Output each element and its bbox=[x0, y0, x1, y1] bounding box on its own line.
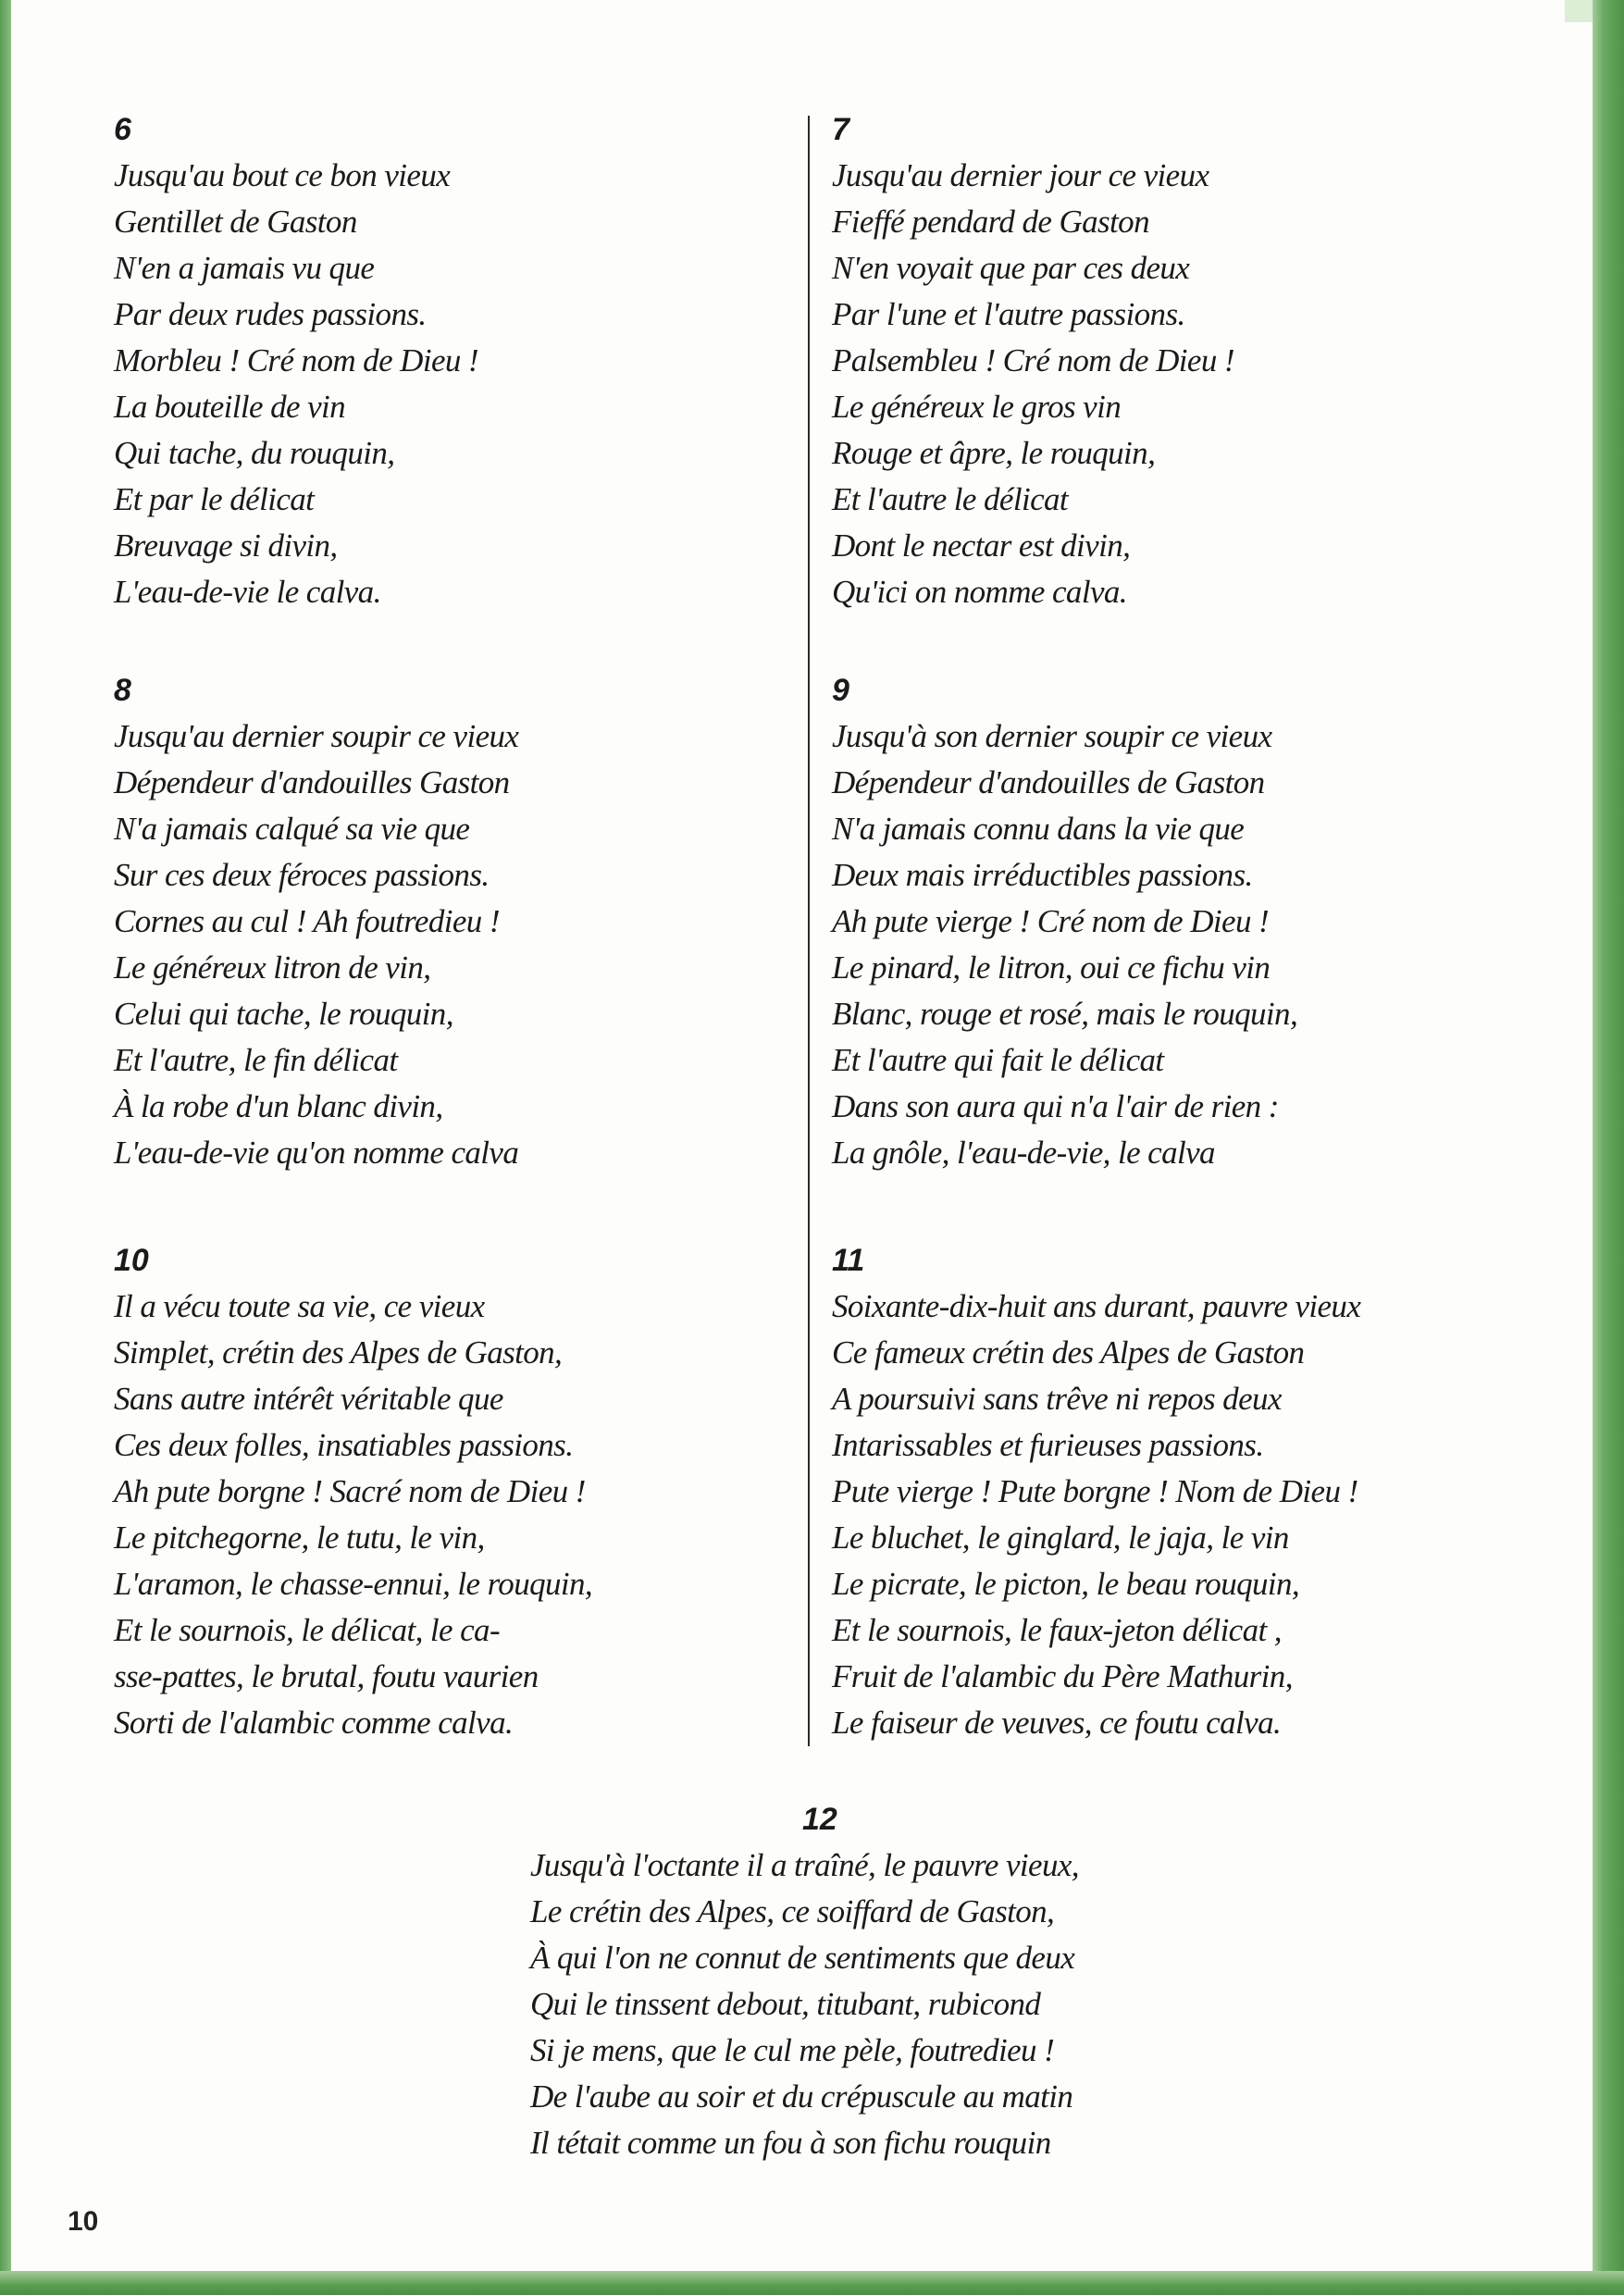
verse-line: Il a vécu toute sa vie, ce vieux bbox=[114, 1288, 485, 1324]
verse-line: La bouteille de vin bbox=[114, 389, 346, 425]
verse-line: La gnôle, l'eau-de-vie, le calva bbox=[832, 1135, 1215, 1171]
verse-line: L'aramon, le chasse-ennui, le rouquin, bbox=[114, 1566, 593, 1602]
verse-line: Sorti de l'alambic comme calva. bbox=[114, 1705, 514, 1741]
verse-line: Fieffé pendard de Gaston bbox=[832, 204, 1149, 240]
page-frame-bottom bbox=[0, 2271, 1624, 2295]
verse-line: Morbleu ! Cré nom de Dieu ! bbox=[114, 342, 478, 378]
stanza-number: 10 bbox=[114, 1243, 149, 1278]
stanza-11 bbox=[832, 1237, 1535, 1746]
stanza-number: 8 bbox=[114, 673, 131, 708]
verse-line: Qui le tinssent debout, titubant, rubicond bbox=[530, 1986, 1041, 2022]
verse-line: Ah pute vierge ! Cré nom de Dieu ! bbox=[832, 903, 1270, 939]
stanza-number: 9 bbox=[832, 673, 849, 708]
stanza-10 bbox=[114, 1237, 817, 1746]
verse-line: Le pinard, le litron, oui ce fichu vin bbox=[832, 949, 1271, 986]
verse-line: Gentillet de Gaston bbox=[114, 204, 357, 240]
verse-line: Rouge et âpre, le rouquin, bbox=[832, 435, 1156, 471]
stanza-7 bbox=[832, 106, 1535, 615]
verse-line: Simplet, crétin des Alpes de Gaston, bbox=[114, 1334, 563, 1371]
stanza-number: 11 bbox=[832, 1243, 865, 1278]
verse-line: Ces deux folles, insatiables passions. bbox=[114, 1427, 574, 1463]
verse-line: Celui qui tache, le rouquin, bbox=[114, 996, 453, 1032]
verse-line: Qu'ici on nomme calva. bbox=[832, 574, 1127, 610]
verse-line: Dépendeur d'andouilles de Gaston bbox=[832, 764, 1265, 800]
verse-line: Et le sournois, le faux-jeton délicat , bbox=[832, 1612, 1282, 1648]
verse-line: N'en voyait que par ces deux bbox=[832, 250, 1190, 286]
verse-line: N'en a jamais vu que bbox=[114, 250, 375, 286]
page-frame-left bbox=[0, 0, 11, 2295]
verse-line: Le pitchegorne, le tutu, le vin, bbox=[114, 1520, 485, 1556]
verse-line: Qui tache, du rouquin, bbox=[114, 435, 395, 471]
verse-line: Le bluchet, le ginglard, le jaja, le vin bbox=[832, 1520, 1289, 1556]
verse-line: Et l'autre le délicat bbox=[832, 481, 1069, 517]
verse-line: Si je mens, que le cul me pèle, foutredieu ! bbox=[530, 2032, 1055, 2068]
verse-line: Jusqu'à l'octante il a traîné, le pauvre vieux, bbox=[530, 1847, 1079, 1883]
stanza-12 bbox=[530, 1796, 1233, 2166]
verse-line: Et l'autre, le fin délicat bbox=[114, 1042, 398, 1078]
verse-line: Intarissables et furieuses passions. bbox=[832, 1427, 1264, 1463]
verse-line: Blanc, rouge et rosé, mais le rouquin, bbox=[832, 996, 1298, 1032]
verse-line: Cornes au cul ! Ah foutredieu ! bbox=[114, 903, 500, 939]
verse-line: Soixante-dix-huit ans durant, pauvre vieux bbox=[832, 1288, 1361, 1324]
verse-line: Et le sournois, le délicat, le ca- bbox=[114, 1612, 500, 1648]
verse-line: L'eau-de-vie le calva. bbox=[114, 574, 381, 610]
stanza-6 bbox=[114, 106, 817, 615]
verse-line: N'a jamais calqué sa vie que bbox=[114, 811, 470, 847]
page-frame-right bbox=[1593, 0, 1624, 2295]
verse-line: N'a jamais connu dans la vie que bbox=[832, 811, 1245, 847]
verse-line: À la robe d'un blanc divin, bbox=[114, 1088, 443, 1124]
verse-line: Jusqu'au dernier soupir ce vieux bbox=[114, 718, 519, 754]
verse-line: Deux mais irréductibles passions. bbox=[832, 857, 1253, 893]
verse-line: Et l'autre qui fait le délicat bbox=[832, 1042, 1164, 1078]
verse-line: Palsembleu ! Cré nom de Dieu ! bbox=[832, 342, 1234, 378]
verse-line: Dans son aura qui n'a l'air de rien : bbox=[832, 1088, 1279, 1124]
page-number: 10 bbox=[68, 2206, 99, 2237]
verse-line: A poursuivi sans trêve ni repos deux bbox=[832, 1381, 1282, 1417]
verse-line: Jusqu'au dernier jour ce vieux bbox=[832, 157, 1209, 193]
verse-line: Le crétin des Alpes, ce soiffard de Gaston, bbox=[530, 1893, 1055, 1929]
verse-line: Fruit de l'alambic du Père Mathurin, bbox=[832, 1658, 1293, 1694]
verse-line: Pute vierge ! Pute borgne ! Nom de Dieu ! bbox=[832, 1473, 1358, 1509]
verse-line: Par deux rudes passions. bbox=[114, 296, 427, 332]
verse-line: sse-pattes, le brutal, foutu vaurien bbox=[114, 1658, 539, 1694]
verse-line: Le généreux le gros vin bbox=[832, 389, 1122, 425]
stanza-9 bbox=[832, 667, 1535, 1176]
verse-line: Ce fameux crétin des Alpes de Gaston bbox=[832, 1334, 1305, 1371]
verse-line: Dont le nectar est divin, bbox=[832, 527, 1131, 564]
verse-line: Sur ces deux féroces passions. bbox=[114, 857, 490, 893]
verse-line: Ah pute borgne ! Sacré nom de Dieu ! bbox=[114, 1473, 586, 1509]
verse-line: Par l'une et l'autre passions. bbox=[832, 296, 1185, 332]
verse-line: Jusqu'au bout ce bon vieux bbox=[114, 157, 451, 193]
verse-line: Sans autre intérêt véritable que bbox=[114, 1381, 503, 1417]
verse-line: Le picrate, le picton, le beau rouquin, bbox=[832, 1566, 1300, 1602]
verse-line: L'eau-de-vie qu'on nomme calva bbox=[114, 1135, 519, 1171]
stanza-number: 6 bbox=[114, 112, 131, 147]
page-frame-corner bbox=[1565, 0, 1593, 22]
verse-line: Dépendeur d'andouilles Gaston bbox=[114, 764, 510, 800]
verse-line: Breuvage si divin, bbox=[114, 527, 338, 564]
verse-line: Le généreux litron de vin, bbox=[114, 949, 431, 986]
verse-line: À qui l'on ne connut de sentiments que deux bbox=[530, 1940, 1075, 1976]
verse-line: Et par le délicat bbox=[114, 481, 315, 517]
stanza-number: 12 bbox=[802, 1802, 837, 1837]
stanza-number: 7 bbox=[832, 112, 849, 147]
verse-line: De l'aube au soir et du crépuscule au matin bbox=[530, 2078, 1073, 2115]
verse-line: Il tétait comme un fou à son fichu rouquin bbox=[530, 2125, 1051, 2161]
stanza-8 bbox=[114, 667, 817, 1176]
verse-line: Jusqu'à son dernier soupir ce vieux bbox=[832, 718, 1272, 754]
verse-line: Le faiseur de veuves, ce foutu calva. bbox=[832, 1705, 1282, 1741]
